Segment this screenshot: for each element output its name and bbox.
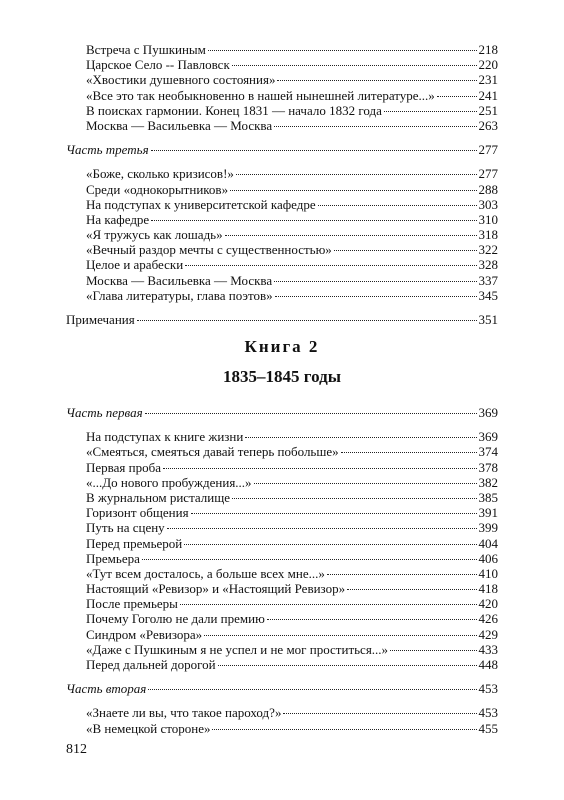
toc-entry-title: Встреча с Пушкиным: [86, 42, 206, 57]
toc-entry-title: «Вечный раздор мечты с существенностью»: [86, 242, 332, 258]
toc-entry-page: 426: [478, 611, 498, 627]
dot-leader: [232, 65, 477, 66]
toc-entry[interactable]: [66, 611, 498, 626]
dot-leader: [185, 265, 476, 266]
toc-entry-page: 277: [478, 142, 498, 158]
dot-leader: [218, 665, 477, 666]
dot-leader: [274, 126, 476, 127]
toc-entry-page: 374: [478, 444, 498, 460]
toc-entry[interactable]: [66, 520, 498, 535]
dot-leader: [191, 513, 477, 514]
toc-entry-title: Путь на сцену: [86, 520, 165, 536]
toc-entry-title: На подступах к университетской кафедре: [86, 196, 316, 212]
toc-entry-part2[interactable]: [66, 681, 498, 696]
toc-entry[interactable]: [66, 273, 498, 288]
dot-leader: [267, 619, 477, 620]
toc-entry[interactable]: [66, 475, 498, 490]
dot-leader: [148, 689, 476, 690]
toc-entry-part1[interactable]: [66, 405, 498, 420]
toc-entry[interactable]: [66, 257, 498, 272]
toc-entry-title: Синдром «Ревизора»: [86, 626, 203, 642]
dot-leader: [225, 235, 477, 236]
toc-entry-page: 318: [478, 227, 498, 243]
toc-entry-title: Перед премьерой: [86, 535, 183, 551]
dot-leader: [318, 205, 477, 206]
dot-leader: [142, 559, 477, 560]
toc-entry-page: 455: [478, 720, 498, 736]
toc-entry[interactable]: [66, 490, 498, 505]
toc-entry[interactable]: [66, 166, 498, 181]
toc-entry[interactable]: [66, 182, 498, 197]
toc-entry-page: 220: [478, 57, 498, 73]
toc-entry-page: 433: [478, 641, 498, 657]
toc-entry[interactable]: [66, 197, 498, 212]
dot-leader: [145, 413, 477, 414]
dot-leader: [151, 150, 477, 151]
toc-entry-page: 231: [478, 72, 498, 88]
toc-entry-title: «Хвостики душевного состояния»: [86, 72, 276, 88]
toc-entry-page: 345: [478, 287, 498, 303]
toc-entry-page: 378: [478, 459, 498, 475]
toc-entry-page: 218: [478, 42, 498, 57]
toc-entry-page: 251: [478, 102, 498, 118]
toc-entry-title: На подступах к книге жизни: [86, 429, 244, 445]
toc-entry-page: 429: [478, 626, 498, 642]
dot-leader: [254, 483, 477, 484]
toc-entry-title: В поисках гармонии. Конец 1831 — начало 1832 года: [86, 102, 382, 118]
toc-group-part3-chapters: [66, 166, 498, 303]
toc-entry-page: 310: [478, 211, 498, 227]
dot-leader: [137, 320, 477, 321]
toc-entry-title: «Даже с Пушкиным я не успел и не мог проститься...»: [86, 641, 389, 657]
toc-entry[interactable]: [66, 581, 498, 596]
toc-entry[interactable]: [66, 288, 498, 303]
toc-entry-page: 351: [478, 312, 498, 327]
book-years: 1835–1845 годы: [223, 367, 341, 386]
toc-entry-title: «Тут всем досталось, а больше всех мне...»: [86, 565, 325, 581]
page-number: 812: [66, 742, 87, 757]
toc-entry[interactable]: [66, 505, 498, 520]
dot-leader: [283, 713, 476, 714]
dot-leader: [208, 50, 477, 51]
dot-leader: [204, 635, 476, 636]
toc-entry[interactable]: [66, 642, 498, 657]
toc-entry[interactable]: [66, 536, 498, 551]
toc-entry-title: Целое и арабески: [86, 257, 184, 273]
dot-leader: [212, 729, 476, 730]
toc-entry-title: Премьера: [86, 550, 140, 566]
toc-entry-title: Москва — Васильевка — Москва: [86, 272, 273, 288]
dot-leader: [277, 80, 476, 81]
dot-leader: [236, 174, 477, 175]
toc-entry-title: Настоящий «Ревизор» и «Настоящий Ревизор»: [86, 581, 346, 597]
toc-entry[interactable]: [66, 227, 498, 242]
toc-entry-title: Часть вторая: [66, 681, 147, 697]
toc-entry-page: 369: [478, 429, 498, 445]
toc-entry-title: «В немецкой стороне»: [86, 720, 211, 736]
dot-leader: [184, 544, 476, 545]
toc-entry-page: 404: [478, 535, 498, 551]
toc-entry-title: Москва — Васильевка — Москва: [86, 117, 273, 133]
toc-entry[interactable]: [66, 444, 498, 459]
toc-entry[interactable]: [66, 460, 498, 475]
toc-entry-page: 382: [478, 474, 498, 490]
toc-entry-page: 448: [478, 657, 498, 672]
toc-entry-page: 406: [478, 550, 498, 566]
dot-leader: [327, 574, 477, 575]
dot-leader: [347, 589, 476, 590]
toc-block-top: [66, 42, 498, 327]
dot-leader: [275, 296, 477, 297]
toc-entry[interactable]: [66, 551, 498, 566]
book-heading: Книга 2: [244, 337, 320, 356]
toc-entry-notes[interactable]: [66, 312, 498, 327]
toc-entry-title: Примечания: [66, 312, 135, 327]
toc-entry-page: 303: [478, 196, 498, 212]
toc-entry-title: Часть первая: [66, 405, 143, 420]
toc-entry[interactable]: [66, 596, 498, 611]
toc-entry-page: 277: [478, 166, 498, 182]
toc-entry[interactable]: [66, 212, 498, 227]
toc-entry-page: 328: [478, 257, 498, 273]
toc-entry-title: «Все это так необыкновенно в нашей нынешней литературе...»: [86, 87, 435, 103]
toc-entry-title: Почему Гоголю не дали премию: [86, 611, 265, 627]
toc-entry-page: 385: [478, 489, 498, 505]
toc-entry-page: 337: [478, 272, 498, 288]
toc-entry-part3[interactable]: [66, 142, 498, 157]
toc-entry[interactable]: [66, 57, 498, 72]
toc-entry[interactable]: [66, 705, 498, 720]
toc-entry-page: 322: [478, 242, 498, 258]
dot-leader: [180, 604, 477, 605]
toc-entry-page: 410: [478, 565, 498, 581]
toc-entry-title: Часть третья: [66, 142, 149, 158]
toc-entry-page: 241: [478, 87, 498, 103]
toc-entry-title: «Я тружусь как лошадь»: [86, 227, 223, 243]
toc-entry-page: 418: [478, 581, 498, 597]
toc-entry-title: В журнальном ристалище: [86, 489, 231, 505]
dot-leader: [230, 190, 476, 191]
toc-entry[interactable]: [66, 42, 498, 57]
dot-leader: [334, 250, 477, 251]
toc-entry-title: «...До нового пробуждения...»: [86, 474, 252, 490]
toc-entry-title: «Смеяться, смеяться давай теперь побольше»: [86, 444, 339, 460]
toc-entry[interactable]: [66, 103, 498, 118]
dot-leader: [163, 468, 477, 469]
toc-group-part2-chapters: [66, 42, 498, 133]
toc-entry-title: Первая проба: [86, 459, 161, 475]
toc-group-book2-part2-chapters: [66, 705, 498, 735]
dot-leader: [167, 528, 477, 529]
toc-entry-page: 369: [478, 405, 498, 420]
toc-group-book2-part1-chapters: [66, 429, 498, 672]
dot-leader: [151, 220, 476, 221]
toc-entry[interactable]: [66, 242, 498, 257]
toc-entry[interactable]: [66, 72, 498, 87]
dot-leader: [245, 437, 476, 438]
toc-entry-title: На кафедре: [86, 211, 150, 227]
toc-entry-page: 399: [478, 520, 498, 536]
toc-entry-title: Перед дальней дорогой: [86, 657, 216, 672]
toc-entry-title: Горизонт общения: [86, 505, 189, 521]
toc-entry-title: Царское Село -- Павловск: [86, 57, 230, 73]
toc-entry-title: «Боже, сколько кризисов!»: [86, 166, 234, 182]
toc-entry-page: 420: [478, 596, 498, 612]
dot-leader: [437, 96, 477, 97]
toc-entry[interactable]: [66, 721, 498, 736]
toc-entry[interactable]: [66, 657, 498, 672]
toc-entry[interactable]: [66, 429, 498, 444]
dot-leader: [232, 498, 476, 499]
dot-leader: [390, 650, 476, 651]
toc-entry-page: 391: [478, 505, 498, 521]
toc-entry-title: После премьеры: [86, 596, 178, 612]
toc-entry[interactable]: [66, 566, 498, 581]
toc-entry-page: 263: [478, 117, 498, 133]
toc-entry-page: 453: [478, 705, 498, 721]
dot-leader: [341, 452, 477, 453]
dot-leader: [274, 281, 476, 282]
toc-entry-page: 453: [478, 681, 498, 697]
toc-entry-title: Среди «однокорытников»: [86, 181, 229, 197]
toc-entry[interactable]: [66, 627, 498, 642]
toc-entry-page: 288: [478, 181, 498, 197]
toc-block-book2: [66, 405, 498, 736]
toc-entry-title: «Глава литературы, глава поэтов»: [86, 287, 273, 303]
toc-entry[interactable]: [66, 88, 498, 103]
toc-entry[interactable]: [66, 118, 498, 133]
dot-leader: [384, 111, 477, 112]
toc-entry-title: «Знаете ли вы, что такое пароход?»: [86, 705, 282, 721]
